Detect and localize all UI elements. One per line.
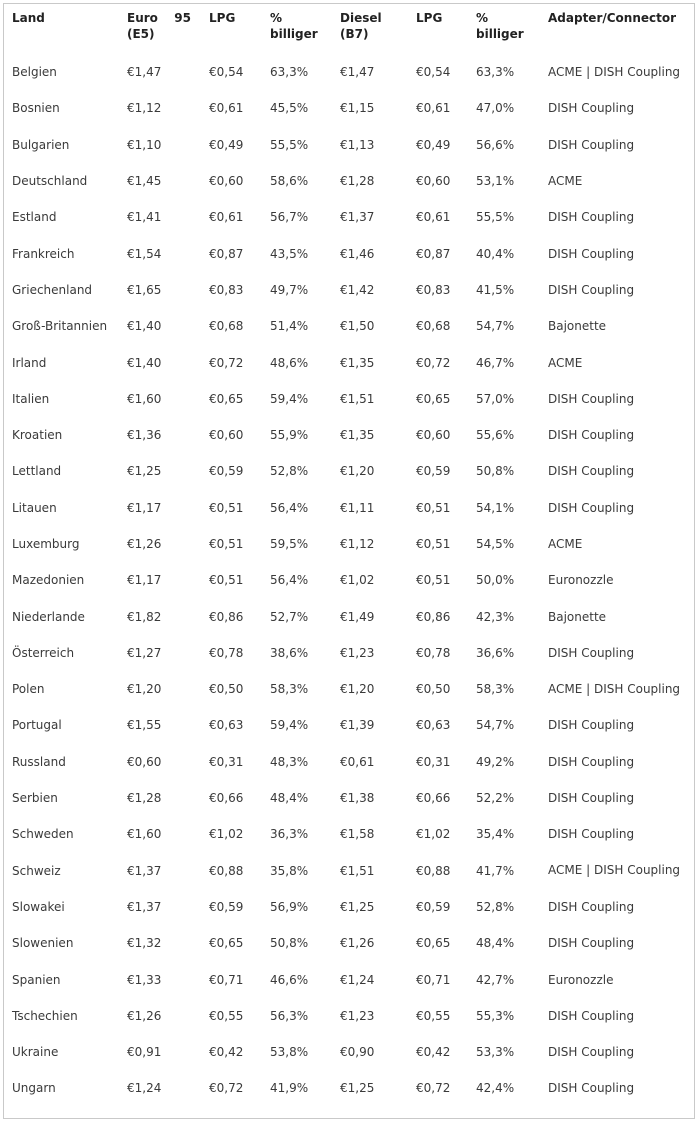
- cell-adapter: Bajonette: [548, 319, 607, 334]
- header-adapter-label: Adapter/Connector: [548, 11, 677, 25]
- cell-land: Belgien: [12, 65, 57, 80]
- header-euro95: [119, 4, 201, 54]
- cell-lpg-1: €0,60: [209, 174, 244, 189]
- table-row: [4, 163, 694, 199]
- cell-pct-2: 48,4%: [476, 936, 515, 951]
- cell-lpg-2: €0,88: [416, 863, 451, 878]
- cell-land: Deutschland: [12, 174, 88, 189]
- cell-lpg-1: €0,61: [209, 101, 244, 116]
- cell-euro95: €1,27: [127, 645, 162, 660]
- table-row: [4, 381, 694, 417]
- table-row: [4, 490, 694, 526]
- cell-adapter: DISH Coupling: [548, 391, 635, 406]
- cell-lpg-2: €0,59: [416, 464, 451, 479]
- cell-pct-1: 41,9%: [270, 1081, 309, 1096]
- cell-lpg-1: €0,60: [209, 428, 244, 443]
- cell-euro95: €1,10: [127, 137, 162, 152]
- cell-euro95: €1,60: [127, 391, 162, 406]
- cell-diesel: €1,50: [340, 319, 375, 334]
- cell-euro95: €1,17: [127, 573, 162, 588]
- cell-adapter: DISH Coupling: [548, 464, 635, 479]
- cell-lpg-1: €0,71: [209, 972, 244, 987]
- cell-lpg-2: €0,78: [416, 645, 451, 660]
- cell-adapter: ACME | DISH Coupling: [548, 64, 681, 79]
- table-row: [4, 853, 694, 889]
- cell-pct-1: 58,3%: [270, 682, 309, 697]
- cell-lpg-2: €0,65: [416, 936, 451, 951]
- cell-lpg-1: €0,72: [209, 1081, 244, 1096]
- cell-lpg-2: €0,60: [416, 428, 451, 443]
- cell-land: Schweiz: [12, 863, 61, 878]
- cell-euro95: €1,33: [127, 972, 162, 987]
- cell-land: Slowakei: [12, 899, 65, 914]
- header-pct-2-b: billiger: [476, 27, 524, 41]
- cell-lpg-1: €0,83: [209, 282, 244, 297]
- cell-lpg-2: €0,61: [416, 210, 451, 225]
- cell-pct-1: 43,5%: [270, 246, 309, 261]
- cell-pct-2: 47,0%: [476, 101, 515, 116]
- cell-lpg-2: €0,55: [416, 1008, 451, 1023]
- cell-pct-1: 56,4%: [270, 573, 309, 588]
- cell-pct-2: 50,8%: [476, 464, 515, 479]
- cell-lpg-1: €0,86: [209, 609, 244, 624]
- cell-adapter: ACME | DISH Coupling: [548, 863, 681, 878]
- cell-adapter: DISH Coupling: [548, 1008, 635, 1023]
- cell-euro95: €1,26: [127, 1008, 162, 1023]
- cell-land: Kroatien: [12, 428, 63, 443]
- header-euro95-c: (E5): [127, 27, 155, 41]
- cell-diesel: €1,58: [340, 827, 375, 842]
- cell-pct-2: 52,2%: [476, 791, 515, 806]
- cell-pct-2: 54,1%: [476, 500, 515, 515]
- cell-adapter: DISH Coupling: [548, 754, 635, 769]
- cell-pct-2: 55,3%: [476, 1008, 515, 1023]
- cell-diesel: €1,46: [340, 246, 375, 261]
- cell-euro95: €1,82: [127, 609, 162, 624]
- cell-adapter: ACME: [548, 355, 583, 370]
- cell-pct-2: 40,4%: [476, 246, 515, 261]
- cell-land: Mazedonien: [12, 573, 85, 588]
- cell-euro95: €1,60: [127, 827, 162, 842]
- cell-pct-1: 46,6%: [270, 972, 309, 987]
- table-row: [4, 235, 694, 271]
- cell-lpg-1: €0,72: [209, 355, 244, 370]
- cell-diesel: €1,49: [340, 609, 375, 624]
- cell-euro95: €1,25: [127, 464, 162, 479]
- cell-lpg-1: €0,87: [209, 246, 244, 261]
- header-pct-2: [468, 4, 540, 54]
- cell-euro95: €1,65: [127, 282, 162, 297]
- cell-pct-2: 56,6%: [476, 137, 515, 152]
- cell-land: Irland: [12, 355, 47, 370]
- cell-lpg-1: €0,65: [209, 936, 244, 951]
- header-pct-1-b: billiger: [270, 27, 318, 41]
- cell-adapter: DISH Coupling: [548, 282, 635, 297]
- cell-euro95: €1,37: [127, 899, 162, 914]
- table-row: [4, 998, 694, 1034]
- cell-diesel: €1,39: [340, 718, 375, 733]
- cell-pct-1: 45,5%: [270, 101, 309, 116]
- cell-lpg-2: €0,51: [416, 537, 451, 551]
- cell-lpg-1: €0,51: [209, 573, 244, 588]
- cell-diesel: €1,35: [340, 428, 375, 443]
- table-row: [4, 635, 694, 671]
- cell-land: Estland: [12, 210, 57, 225]
- table-row: [4, 780, 694, 816]
- cell-diesel: €1,20: [340, 464, 375, 479]
- cell-euro95: €1,54: [127, 246, 162, 261]
- cell-pct-1: 52,8%: [270, 464, 309, 479]
- cell-pct-1: 55,5%: [270, 137, 309, 152]
- cell-adapter: DISH Coupling: [548, 428, 635, 443]
- cell-pct-1: 48,6%: [270, 355, 309, 370]
- cell-land: Litauen: [12, 500, 57, 515]
- cell-pct-2: 50,0%: [476, 573, 515, 588]
- cell-lpg-2: €0,87: [416, 246, 451, 261]
- cell-lpg-2: €0,86: [416, 609, 451, 624]
- cell-land: Ukraine: [12, 1045, 59, 1060]
- cell-lpg-1: €0,51: [209, 537, 244, 551]
- cell-lpg-1: €0,50: [209, 682, 244, 697]
- cell-lpg-1: €0,54: [209, 65, 244, 80]
- table-row: [4, 453, 694, 489]
- cell-diesel: €1,51: [340, 863, 375, 878]
- cell-lpg-1: €0,59: [209, 899, 244, 914]
- header-diesel: [332, 4, 408, 54]
- header-euro95-b: 95: [174, 11, 191, 25]
- cell-euro95: €1,24: [127, 1081, 162, 1096]
- cell-adapter: Euronozzle: [548, 972, 614, 987]
- cell-pct-2: 41,7%: [476, 863, 515, 878]
- cell-diesel: €1,23: [340, 1008, 375, 1023]
- cell-lpg-1: €0,78: [209, 645, 244, 660]
- cell-lpg-1: €0,63: [209, 718, 244, 733]
- cell-adapter: DISH Coupling: [548, 827, 635, 842]
- table-row: [4, 344, 694, 380]
- header-diesel-b: (B7): [340, 27, 369, 41]
- cell-diesel: €1,26: [340, 936, 375, 951]
- cell-adapter: DISH Coupling: [548, 718, 635, 733]
- cell-pct-1: 63,3%: [270, 65, 309, 80]
- header-lpg-1: [201, 4, 262, 54]
- cell-pct-1: 48,4%: [270, 791, 309, 806]
- cell-diesel: €1,11: [340, 500, 375, 515]
- cell-land: Griechenland: [12, 282, 93, 297]
- cell-pct-1: 59,5%: [270, 537, 309, 551]
- cell-pct-1: 48,3%: [270, 754, 309, 769]
- cell-diesel: €1,28: [340, 174, 375, 189]
- cell-lpg-2: €0,63: [416, 718, 451, 733]
- cell-euro95: €1,45: [127, 174, 162, 189]
- cell-lpg-1: €0,42: [209, 1045, 244, 1060]
- cell-pct-1: 56,3%: [270, 1008, 309, 1023]
- cell-pct-1: 35,8%: [270, 863, 309, 878]
- header-pct-2-a: %: [476, 11, 489, 25]
- cell-lpg-1: €0,66: [209, 791, 244, 806]
- cell-diesel: €1,02: [340, 573, 375, 588]
- cell-lpg-1: €0,68: [209, 319, 244, 334]
- cell-euro95: €1,37: [127, 863, 162, 878]
- table-row: [4, 526, 694, 562]
- cell-pct-1: 49,7%: [270, 282, 309, 297]
- cell-pct-1: 56,7%: [270, 210, 309, 225]
- cell-adapter: DISH Coupling: [548, 101, 635, 116]
- cell-adapter: ACME | DISH Coupling: [548, 681, 681, 696]
- cell-lpg-1: €0,49: [209, 137, 244, 152]
- cell-diesel: €0,61: [340, 754, 375, 769]
- cell-euro95: €1,32: [127, 936, 162, 951]
- cell-diesel: €1,25: [340, 1081, 375, 1096]
- cell-diesel: €1,37: [340, 210, 375, 225]
- cell-euro95: €1,40: [127, 319, 162, 334]
- cell-euro95: €1,28: [127, 791, 162, 806]
- cell-lpg-1: €0,55: [209, 1008, 244, 1023]
- table-row: [4, 961, 694, 997]
- cell-lpg-2: €0,51: [416, 573, 451, 588]
- cell-lpg-2: €1,02: [416, 827, 451, 842]
- cell-diesel: €1,12: [340, 537, 375, 551]
- cell-diesel: €1,51: [340, 391, 375, 406]
- cell-pct-1: 51,4%: [270, 319, 309, 334]
- cell-lpg-2: €0,51: [416, 500, 451, 515]
- cell-land: Spanien: [12, 972, 61, 987]
- cell-pct-1: 38,6%: [270, 645, 309, 660]
- cell-lpg-2: €0,50: [416, 682, 451, 697]
- table-row: [4, 417, 694, 453]
- cell-lpg-2: €0,60: [416, 174, 451, 189]
- cell-pct-1: 56,4%: [270, 500, 309, 515]
- cell-pct-2: 35,4%: [476, 827, 515, 842]
- cell-lpg-2: €0,83: [416, 282, 451, 297]
- cell-pct-1: 36,3%: [270, 827, 309, 842]
- cell-pct-1: 53,8%: [270, 1045, 309, 1060]
- cell-pct-2: 41,5%: [476, 282, 515, 297]
- cell-lpg-2: €0,42: [416, 1045, 451, 1060]
- cell-lpg-1: €0,59: [209, 464, 244, 479]
- header-euro95-line1: [127, 10, 197, 26]
- cell-euro95: €1,20: [127, 682, 162, 697]
- header-row: [4, 4, 694, 54]
- cell-land: Tschechien: [12, 1008, 78, 1023]
- cell-pct-2: 46,7%: [476, 355, 515, 370]
- cell-pct-2: 54,7%: [476, 319, 515, 334]
- cell-adapter: DISH Coupling: [548, 791, 635, 806]
- cell-lpg-2: €0,65: [416, 391, 451, 406]
- header-pct-1: [262, 4, 332, 54]
- header-diesel-a: Diesel: [340, 11, 382, 25]
- cell-diesel: €1,38: [340, 791, 375, 806]
- cell-euro95: €1,26: [127, 537, 162, 551]
- cell-diesel: €1,42: [340, 282, 375, 297]
- table-row: [4, 199, 694, 235]
- fuel-price-table: [4, 4, 694, 1107]
- cell-euro95: €1,36: [127, 428, 162, 443]
- table-row: [4, 707, 694, 743]
- cell-euro95: €1,47: [127, 65, 162, 80]
- table-row: [4, 598, 694, 634]
- table-row: [4, 816, 694, 852]
- cell-land: Groß-Britannien: [12, 319, 108, 334]
- cell-pct-2: 54,5%: [476, 537, 515, 551]
- cell-land: Lettland: [12, 464, 62, 479]
- cell-euro95: €1,12: [127, 101, 162, 116]
- table-row: [4, 127, 694, 163]
- header-adapter: [540, 4, 694, 54]
- table-row: [4, 1034, 694, 1070]
- cell-pct-1: 59,4%: [270, 391, 309, 406]
- table-header: [4, 4, 694, 54]
- header-land-label: Land: [12, 11, 45, 25]
- cell-pct-2: 42,4%: [476, 1081, 515, 1096]
- cell-diesel: €1,35: [340, 355, 375, 370]
- cell-land: Österreich: [12, 645, 75, 660]
- cell-adapter: DISH Coupling: [548, 500, 635, 515]
- cell-lpg-1: €0,65: [209, 391, 244, 406]
- cell-land: Italien: [12, 391, 50, 406]
- cell-pct-1: 52,7%: [270, 609, 309, 624]
- cell-land: Niederlande: [12, 609, 85, 624]
- cell-pct-2: 63,3%: [476, 65, 515, 80]
- cell-adapter: DISH Coupling: [548, 210, 635, 225]
- cell-pct-2: 53,3%: [476, 1045, 515, 1060]
- cell-euro95: €1,41: [127, 210, 162, 225]
- cell-pct-1: 59,4%: [270, 718, 309, 733]
- cell-pct-1: 58,6%: [270, 174, 309, 189]
- table-row: [4, 308, 694, 344]
- cell-land: Schweden: [12, 827, 74, 842]
- cell-pct-2: 55,5%: [476, 210, 515, 225]
- table-row: [4, 744, 694, 780]
- cell-pct-2: 42,7%: [476, 972, 515, 987]
- cell-land: Portugal: [12, 718, 62, 733]
- table-row: [4, 54, 694, 90]
- cell-adapter: Bajonette: [548, 609, 607, 624]
- header-euro95-a: Euro: [127, 11, 158, 25]
- cell-land: Luxemburg: [12, 537, 80, 551]
- cell-diesel: €1,47: [340, 65, 375, 80]
- cell-lpg-2: €0,54: [416, 65, 451, 80]
- cell-adapter: DISH Coupling: [548, 1045, 635, 1060]
- cell-pct-2: 54,7%: [476, 718, 515, 733]
- cell-pct-1: 55,9%: [270, 428, 309, 443]
- cell-land: Slowenien: [12, 936, 74, 951]
- cell-adapter: DISH Coupling: [548, 899, 635, 914]
- cell-lpg-2: €0,71: [416, 972, 451, 987]
- table-row: [4, 925, 694, 961]
- cell-adapter: DISH Coupling: [548, 246, 635, 261]
- cell-adapter: DISH Coupling: [548, 936, 635, 951]
- cell-land: Russland: [12, 754, 66, 769]
- cell-lpg-1: €0,88: [209, 863, 244, 878]
- cell-lpg-2: €0,61: [416, 101, 451, 116]
- cell-adapter: DISH Coupling: [548, 137, 635, 152]
- cell-adapter: DISH Coupling: [548, 1081, 635, 1096]
- table-row: [4, 889, 694, 925]
- table-row: [4, 90, 694, 126]
- cell-lpg-1: €0,31: [209, 754, 244, 769]
- table-row: [4, 1070, 694, 1106]
- cell-land: Frankreich: [12, 246, 75, 261]
- cell-pct-2: 57,0%: [476, 391, 515, 406]
- cell-pct-2: 42,3%: [476, 609, 515, 624]
- cell-lpg-2: €0,49: [416, 137, 451, 152]
- cell-euro95: €1,40: [127, 355, 162, 370]
- cell-pct-2: 52,8%: [476, 899, 515, 914]
- cell-lpg-2: €0,66: [416, 791, 451, 806]
- cell-lpg-2: €0,72: [416, 1081, 451, 1096]
- cell-lpg-1: €0,51: [209, 500, 244, 515]
- header-pct-1-a: %: [270, 11, 283, 25]
- cell-adapter: DISH Coupling: [548, 645, 635, 660]
- cell-pct-2: 49,2%: [476, 754, 515, 769]
- table-row: [4, 272, 694, 308]
- cell-lpg-2: €0,72: [416, 355, 451, 370]
- cell-land: Ungarn: [12, 1081, 56, 1096]
- cell-land: Bosnien: [12, 101, 60, 116]
- cell-pct-1: 56,9%: [270, 899, 309, 914]
- cell-land: Polen: [12, 682, 45, 697]
- header-lpg-1-label: LPG: [209, 11, 236, 25]
- cell-pct-2: 36,6%: [476, 645, 515, 660]
- cell-lpg-1: €0,61: [209, 210, 244, 225]
- cell-euro95: €1,55: [127, 718, 162, 733]
- cell-adapter: ACME: [548, 174, 583, 189]
- cell-lpg-2: €0,31: [416, 754, 451, 769]
- cell-euro95: €0,60: [127, 754, 162, 769]
- cell-diesel: €1,13: [340, 137, 375, 152]
- cell-land: Serbien: [12, 791, 58, 806]
- cell-lpg-2: €0,59: [416, 899, 451, 914]
- cell-lpg-2: €0,68: [416, 319, 451, 334]
- cell-euro95: €0,91: [127, 1045, 162, 1060]
- header-land: [4, 4, 119, 54]
- cell-diesel: €0,90: [340, 1045, 375, 1060]
- table-row: [4, 562, 694, 598]
- cell-adapter: Euronozzle: [548, 573, 614, 588]
- cell-euro95: €1,17: [127, 500, 162, 515]
- header-lpg-2-label: LPG: [416, 11, 443, 25]
- cell-diesel: €1,20: [340, 682, 375, 697]
- cell-pct-2: 55,6%: [476, 428, 515, 443]
- cell-pct-2: 58,3%: [476, 682, 515, 697]
- table-body: [4, 54, 694, 1107]
- cell-diesel: €1,15: [340, 101, 375, 116]
- header-lpg-2: [408, 4, 468, 54]
- cell-pct-1: 50,8%: [270, 936, 309, 951]
- cell-lpg-1: €1,02: [209, 827, 244, 842]
- cell-diesel: €1,23: [340, 645, 375, 660]
- cell-diesel: €1,25: [340, 899, 375, 914]
- table-row: [4, 671, 694, 707]
- cell-adapter: ACME: [548, 537, 583, 551]
- cell-land: Bulgarien: [12, 137, 70, 152]
- cell-diesel: €1,24: [340, 972, 375, 987]
- cell-pct-2: 53,1%: [476, 174, 515, 189]
